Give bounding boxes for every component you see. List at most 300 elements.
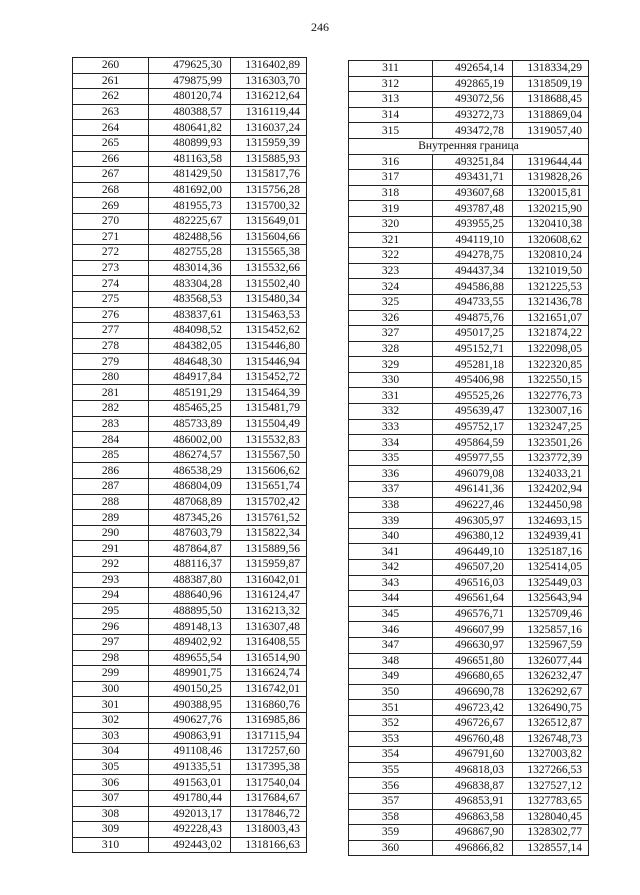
point-number-cell: 294 [73, 588, 149, 604]
y-coordinate-cell: 1325187,16 [513, 544, 589, 560]
table-row [73, 463, 307, 479]
table-row [349, 263, 589, 279]
x-coordinate-cell: 496723,42 [433, 700, 513, 716]
point-number-cell: 286 [73, 463, 149, 479]
x-coordinate-cell: 494278,75 [433, 248, 513, 264]
x-coordinate-cell: 495752,17 [433, 419, 513, 435]
point-number-cell: 260 [73, 58, 149, 74]
y-coordinate-cell: 1317540,04 [231, 775, 307, 791]
y-coordinate-cell: 1316042,01 [231, 572, 307, 588]
point-number-cell: 334 [349, 435, 433, 451]
table-row [349, 326, 589, 342]
y-coordinate-cell: 1325643,94 [513, 591, 589, 607]
y-coordinate-cell: 1316124,47 [231, 588, 307, 604]
x-coordinate-cell: 480899,93 [149, 135, 231, 151]
x-coordinate-cell: 488640,96 [149, 588, 231, 604]
table-row [73, 822, 307, 838]
y-coordinate-cell: 1323501,26 [513, 435, 589, 451]
y-coordinate-cell: 1315822,34 [231, 525, 307, 541]
y-coordinate-cell: 1315651,74 [231, 479, 307, 495]
point-number-cell: 346 [349, 622, 433, 638]
point-number-cell: 292 [73, 557, 149, 573]
point-number-cell: 323 [349, 263, 433, 279]
table-row [349, 388, 589, 404]
table-row [73, 572, 307, 588]
point-number-cell: 276 [73, 307, 149, 323]
table-row [73, 541, 307, 557]
table-row [349, 653, 589, 669]
x-coordinate-cell: 489655,54 [149, 650, 231, 666]
point-number-cell: 272 [73, 245, 149, 261]
y-coordinate-cell: 1315702,42 [231, 494, 307, 510]
x-coordinate-cell: 495977,55 [433, 450, 513, 466]
y-coordinate-cell: 1317257,60 [231, 744, 307, 760]
x-coordinate-cell: 480388,57 [149, 104, 231, 120]
y-coordinate-cell: 1326077,44 [513, 653, 589, 669]
table-row [349, 341, 589, 357]
x-coordinate-cell: 496607,99 [433, 622, 513, 638]
point-number-cell: 345 [349, 606, 433, 622]
point-number-cell: 290 [73, 525, 149, 541]
x-coordinate-cell: 496227,46 [433, 497, 513, 513]
table-row [349, 731, 589, 747]
x-coordinate-cell: 479625,30 [149, 58, 231, 74]
table-row [349, 482, 589, 498]
y-coordinate-cell: 1320215,90 [513, 201, 589, 217]
table-row [73, 775, 307, 791]
x-coordinate-cell: 496651,80 [433, 653, 513, 669]
y-coordinate-cell: 1315761,52 [231, 510, 307, 526]
x-coordinate-cell: 492865,19 [433, 76, 513, 92]
x-coordinate-cell: 495281,18 [433, 357, 513, 373]
x-coordinate-cell: 491563,01 [149, 775, 231, 791]
table-row [349, 840, 589, 856]
x-coordinate-cell: 488387,80 [149, 572, 231, 588]
point-number-cell: 322 [349, 248, 433, 264]
point-number-cell: 297 [73, 634, 149, 650]
table-row [349, 684, 589, 700]
point-number-cell: 337 [349, 482, 433, 498]
x-coordinate-cell: 494733,55 [433, 294, 513, 310]
x-coordinate-cell: 496380,12 [433, 528, 513, 544]
point-number-cell: 274 [73, 276, 149, 292]
table-row [349, 232, 589, 248]
x-coordinate-cell: 494437,34 [433, 263, 513, 279]
y-coordinate-cell: 1319828,26 [513, 170, 589, 186]
y-coordinate-cell: 1316860,76 [231, 697, 307, 713]
y-coordinate-cell: 1315532,83 [231, 432, 307, 448]
point-number-cell: 352 [349, 715, 433, 731]
point-number-cell: 355 [349, 762, 433, 778]
table-row [73, 525, 307, 541]
table-row [349, 404, 589, 420]
point-number-cell: 310 [73, 837, 149, 853]
table-row [73, 120, 307, 136]
table-row [349, 170, 589, 186]
point-number-cell: 269 [73, 198, 149, 214]
x-coordinate-cell: 488895,50 [149, 603, 231, 619]
y-coordinate-cell: 1315452,62 [231, 323, 307, 339]
x-coordinate-cell: 483014,36 [149, 260, 231, 276]
y-coordinate-cell: 1317395,38 [231, 759, 307, 775]
point-number-cell: 262 [73, 89, 149, 105]
x-coordinate-cell: 496305,97 [433, 513, 513, 529]
y-coordinate-cell: 1325709,46 [513, 606, 589, 622]
y-coordinate-cell: 1315446,80 [231, 338, 307, 354]
point-number-cell: 288 [73, 494, 149, 510]
point-number-cell: 353 [349, 731, 433, 747]
y-coordinate-cell: 1318003,43 [231, 822, 307, 838]
y-coordinate-cell: 1321225,53 [513, 279, 589, 295]
table-row [349, 450, 589, 466]
table-row [349, 279, 589, 295]
x-coordinate-cell: 493472,78 [433, 123, 513, 139]
table-row [73, 712, 307, 728]
y-coordinate-cell: 1318688,45 [513, 92, 589, 108]
x-coordinate-cell: 491335,51 [149, 759, 231, 775]
point-number-cell: 357 [349, 793, 433, 809]
table-row [349, 715, 589, 731]
x-coordinate-cell: 484098,52 [149, 323, 231, 339]
point-number-cell: 317 [349, 170, 433, 186]
y-coordinate-cell: 1315959,39 [231, 135, 307, 151]
point-number-cell: 321 [349, 232, 433, 248]
point-number-cell: 273 [73, 260, 149, 276]
point-number-cell: 277 [73, 323, 149, 339]
table-row [73, 213, 307, 229]
y-coordinate-cell: 1322776,73 [513, 388, 589, 404]
table-row [73, 58, 307, 74]
point-number-cell: 320 [349, 216, 433, 232]
y-coordinate-cell: 1327527,12 [513, 778, 589, 794]
x-coordinate-cell: 483304,28 [149, 276, 231, 292]
point-number-cell: 315 [349, 123, 433, 139]
point-number-cell: 311 [349, 61, 433, 77]
point-number-cell: 341 [349, 544, 433, 560]
table-row [73, 619, 307, 635]
y-coordinate-cell: 1317846,72 [231, 806, 307, 822]
table-row [349, 669, 589, 685]
y-coordinate-cell: 1326748,73 [513, 731, 589, 747]
x-coordinate-cell: 484648,30 [149, 354, 231, 370]
table-row [73, 650, 307, 666]
table-row [349, 357, 589, 373]
y-coordinate-cell: 1324450,98 [513, 497, 589, 513]
table-row [73, 167, 307, 183]
table-row [73, 104, 307, 120]
y-coordinate-cell: 1315567,50 [231, 447, 307, 463]
table-row [73, 416, 307, 432]
y-coordinate-cell: 1316985,86 [231, 712, 307, 728]
point-number-cell: 298 [73, 650, 149, 666]
y-coordinate-cell: 1317115,94 [231, 728, 307, 744]
point-number-cell: 354 [349, 747, 433, 763]
x-coordinate-cell: 484382,05 [149, 338, 231, 354]
point-number-cell: 359 [349, 825, 433, 841]
x-coordinate-cell: 496760,48 [433, 731, 513, 747]
point-number-cell: 299 [73, 666, 149, 682]
x-coordinate-cell: 496866,82 [433, 840, 513, 856]
point-number-cell: 279 [73, 354, 149, 370]
point-number-cell: 342 [349, 560, 433, 576]
x-coordinate-cell: 493787,48 [433, 201, 513, 217]
y-coordinate-cell: 1325414,05 [513, 560, 589, 576]
table-row [349, 544, 589, 560]
y-coordinate-cell: 1325857,16 [513, 622, 589, 638]
point-number-cell: 283 [73, 416, 149, 432]
x-coordinate-cell: 494875,76 [433, 310, 513, 326]
point-number-cell: 328 [349, 341, 433, 357]
point-number-cell: 267 [73, 167, 149, 183]
y-coordinate-cell: 1323007,16 [513, 404, 589, 420]
table-row [349, 700, 589, 716]
table-row [73, 603, 307, 619]
point-number-cell: 343 [349, 575, 433, 591]
table-row [73, 323, 307, 339]
x-coordinate-cell: 481163,58 [149, 151, 231, 167]
y-coordinate-cell: 1324202,94 [513, 482, 589, 498]
y-coordinate-cell: 1319057,40 [513, 123, 589, 139]
x-coordinate-cell: 489901,75 [149, 666, 231, 682]
y-coordinate-cell: 1315463,53 [231, 307, 307, 323]
point-number-cell: 339 [349, 513, 433, 529]
point-number-cell: 308 [73, 806, 149, 822]
point-number-cell: 314 [349, 107, 433, 123]
y-coordinate-cell: 1316402,89 [231, 58, 307, 74]
table-row [349, 92, 589, 108]
table-row [73, 837, 307, 853]
section-header-row [349, 138, 589, 154]
y-coordinate-cell: 1323772,39 [513, 450, 589, 466]
table-row [73, 432, 307, 448]
table-row [349, 419, 589, 435]
x-coordinate-cell: 486538,29 [149, 463, 231, 479]
point-number-cell: 266 [73, 151, 149, 167]
x-coordinate-cell: 496867,90 [433, 825, 513, 841]
y-coordinate-cell: 1318869,04 [513, 107, 589, 123]
y-coordinate-cell: 1317684,67 [231, 790, 307, 806]
point-number-cell: 332 [349, 404, 433, 420]
table-row [349, 61, 589, 77]
y-coordinate-cell: 1318509,19 [513, 76, 589, 92]
y-coordinate-cell: 1315649,01 [231, 213, 307, 229]
table-row [73, 510, 307, 526]
table-row [73, 151, 307, 167]
point-number-cell: 264 [73, 120, 149, 136]
table-row [73, 291, 307, 307]
table-row [73, 697, 307, 713]
y-coordinate-cell: 1320608,62 [513, 232, 589, 248]
y-coordinate-cell: 1316037,24 [231, 120, 307, 136]
point-number-cell: 335 [349, 450, 433, 466]
x-coordinate-cell: 496516,03 [433, 575, 513, 591]
x-coordinate-cell: 496690,78 [433, 684, 513, 700]
table-row [349, 466, 589, 482]
table-row [349, 154, 589, 170]
point-number-cell: 336 [349, 466, 433, 482]
table-row [349, 513, 589, 529]
point-number-cell: 327 [349, 326, 433, 342]
point-number-cell: 289 [73, 510, 149, 526]
table-row [73, 557, 307, 573]
y-coordinate-cell: 1315452,72 [231, 369, 307, 385]
x-coordinate-cell: 496680,65 [433, 669, 513, 685]
table-row [349, 248, 589, 264]
point-number-cell: 351 [349, 700, 433, 716]
table-row [349, 201, 589, 217]
y-coordinate-cell: 1326232,47 [513, 669, 589, 685]
y-coordinate-cell: 1316212,64 [231, 89, 307, 105]
x-coordinate-cell: 496507,20 [433, 560, 513, 576]
x-coordinate-cell: 481692,00 [149, 182, 231, 198]
y-coordinate-cell: 1323247,25 [513, 419, 589, 435]
y-coordinate-cell: 1326512,87 [513, 715, 589, 731]
point-number-cell: 358 [349, 809, 433, 825]
x-coordinate-cell: 487603,79 [149, 525, 231, 541]
x-coordinate-cell: 495639,47 [433, 404, 513, 420]
table-row [73, 634, 307, 650]
point-number-cell: 307 [73, 790, 149, 806]
y-coordinate-cell: 1316303,70 [231, 73, 307, 89]
table-row [349, 310, 589, 326]
point-number-cell: 338 [349, 497, 433, 513]
table-row [349, 294, 589, 310]
x-coordinate-cell: 489402,92 [149, 634, 231, 650]
point-number-cell: 350 [349, 684, 433, 700]
y-coordinate-cell: 1316742,01 [231, 681, 307, 697]
x-coordinate-cell: 495017,25 [433, 326, 513, 342]
x-coordinate-cell: 481429,50 [149, 167, 231, 183]
table-row [73, 245, 307, 261]
table-row [349, 762, 589, 778]
table-row [73, 759, 307, 775]
point-number-cell: 303 [73, 728, 149, 744]
point-number-cell: 306 [73, 775, 149, 791]
table-row [73, 182, 307, 198]
y-coordinate-cell: 1328040,45 [513, 809, 589, 825]
x-coordinate-cell: 482755,28 [149, 245, 231, 261]
table-row [349, 497, 589, 513]
x-coordinate-cell: 480120,74 [149, 89, 231, 105]
x-coordinate-cell: 486274,57 [149, 447, 231, 463]
table-row [73, 73, 307, 89]
table-row [73, 307, 307, 323]
y-coordinate-cell: 1328557,14 [513, 840, 589, 856]
point-number-cell: 313 [349, 92, 433, 108]
x-coordinate-cell: 480641,82 [149, 120, 231, 136]
y-coordinate-cell: 1322550,15 [513, 372, 589, 388]
point-number-cell: 309 [73, 822, 149, 838]
x-coordinate-cell: 486804,09 [149, 479, 231, 495]
y-coordinate-cell: 1315446,94 [231, 354, 307, 370]
table-row [73, 666, 307, 682]
x-coordinate-cell: 493431,71 [433, 170, 513, 186]
point-number-cell: 300 [73, 681, 149, 697]
table-row [349, 575, 589, 591]
point-number-cell: 293 [73, 572, 149, 588]
y-coordinate-cell: 1327003,82 [513, 747, 589, 763]
x-coordinate-cell: 496630,97 [433, 637, 513, 653]
y-coordinate-cell: 1327266,53 [513, 762, 589, 778]
y-coordinate-cell: 1321436,78 [513, 294, 589, 310]
x-coordinate-cell: 496079,08 [433, 466, 513, 482]
point-number-cell: 280 [73, 369, 149, 385]
point-number-cell: 318 [349, 185, 433, 201]
point-number-cell: 344 [349, 591, 433, 607]
x-coordinate-cell: 486002,00 [149, 432, 231, 448]
y-coordinate-cell: 1328302,77 [513, 825, 589, 841]
point-number-cell: 349 [349, 669, 433, 685]
y-coordinate-cell: 1315532,66 [231, 260, 307, 276]
y-coordinate-cell: 1321874,22 [513, 326, 589, 342]
y-coordinate-cell: 1316514,90 [231, 650, 307, 666]
point-number-cell: 270 [73, 213, 149, 229]
point-number-cell: 261 [73, 73, 149, 89]
point-number-cell: 305 [73, 759, 149, 775]
y-coordinate-cell: 1315480,34 [231, 291, 307, 307]
table-row [349, 123, 589, 139]
y-coordinate-cell: 1315464,39 [231, 385, 307, 401]
x-coordinate-cell: 493251,84 [433, 154, 513, 170]
x-coordinate-cell: 483568,53 [149, 291, 231, 307]
x-coordinate-cell: 492443,02 [149, 837, 231, 853]
x-coordinate-cell: 488116,37 [149, 557, 231, 573]
y-coordinate-cell: 1319644,44 [513, 154, 589, 170]
x-coordinate-cell: 496791,60 [433, 747, 513, 763]
x-coordinate-cell: 481955,73 [149, 198, 231, 214]
x-coordinate-cell: 496818,03 [433, 762, 513, 778]
table-row [73, 744, 307, 760]
x-coordinate-cell: 493607,68 [433, 185, 513, 201]
y-coordinate-cell: 1320410,38 [513, 216, 589, 232]
y-coordinate-cell: 1315504,49 [231, 416, 307, 432]
table-row [349, 622, 589, 638]
y-coordinate-cell: 1318166,63 [231, 837, 307, 853]
x-coordinate-cell: 496726,67 [433, 715, 513, 731]
point-number-cell: 319 [349, 201, 433, 217]
table-row [349, 606, 589, 622]
table-row [73, 338, 307, 354]
x-coordinate-cell: 494119,10 [433, 232, 513, 248]
x-coordinate-cell: 492013,17 [149, 806, 231, 822]
y-coordinate-cell: 1315756,28 [231, 182, 307, 198]
x-coordinate-cell: 485191,29 [149, 385, 231, 401]
table-row [349, 528, 589, 544]
table-row [349, 809, 589, 825]
y-coordinate-cell: 1322098,05 [513, 341, 589, 357]
point-number-cell: 325 [349, 294, 433, 310]
x-coordinate-cell: 495864,59 [433, 435, 513, 451]
point-number-cell: 331 [349, 388, 433, 404]
point-number-cell: 326 [349, 310, 433, 326]
point-number-cell: 275 [73, 291, 149, 307]
y-coordinate-cell: 1324939,41 [513, 528, 589, 544]
point-number-cell: 268 [73, 182, 149, 198]
x-coordinate-cell: 482225,67 [149, 213, 231, 229]
x-coordinate-cell: 482488,56 [149, 229, 231, 245]
y-coordinate-cell: 1321651,07 [513, 310, 589, 326]
point-number-cell: 340 [349, 528, 433, 544]
table-row [349, 825, 589, 841]
y-coordinate-cell: 1316213,32 [231, 603, 307, 619]
x-coordinate-cell: 496449,10 [433, 544, 513, 560]
point-number-cell: 330 [349, 372, 433, 388]
point-number-cell: 302 [73, 712, 149, 728]
table-row [349, 435, 589, 451]
point-number-cell: 304 [73, 744, 149, 760]
y-coordinate-cell: 1315700,32 [231, 198, 307, 214]
point-number-cell: 356 [349, 778, 433, 794]
